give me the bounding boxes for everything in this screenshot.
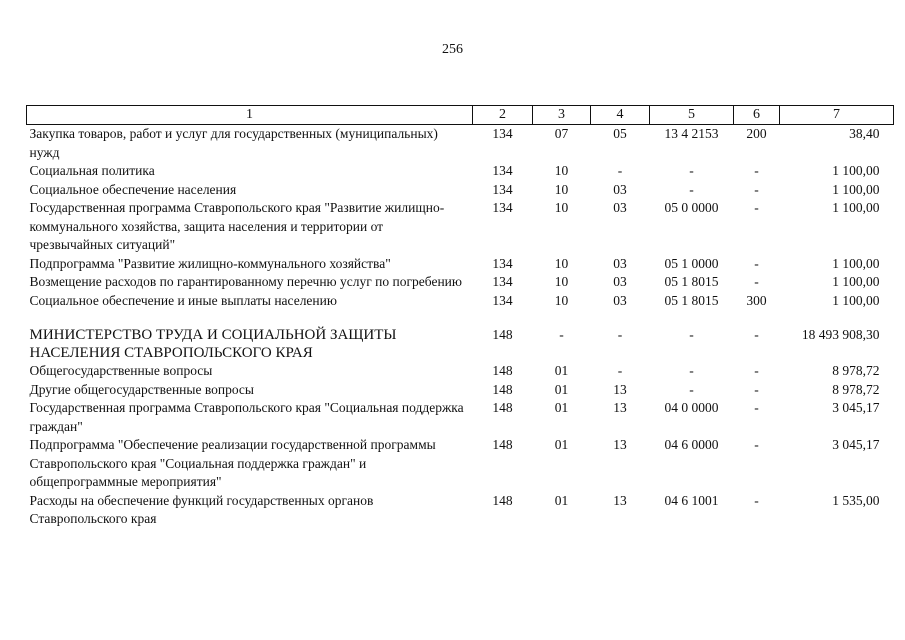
row-subsection-code: 03 — [613, 200, 627, 215]
table-row — [27, 399, 894, 436]
table-body — [27, 125, 894, 529]
row-amount: 8 978,72 — [832, 363, 880, 378]
row-name: Социальное обеспечение населения — [29, 181, 237, 197]
row-section-code: 01 — [554, 492, 569, 508]
table-row-ministry — [27, 326, 894, 362]
column-header-4: 4 — [591, 106, 650, 125]
row-amount: 1 100,00 — [832, 292, 880, 308]
table-row — [27, 381, 894, 400]
row-ministry-code: 134 — [492, 163, 513, 178]
row-amount: 1 100,00 — [832, 255, 880, 271]
row-expense-type-code: 200 — [746, 126, 767, 141]
row-name: Расходы на обеспечение функций государственных органов Ставропольского края — [29, 492, 374, 526]
row-target-code: - — [689, 163, 694, 178]
row-name: Социальная политика — [29, 163, 155, 178]
row-expense-type-code: - — [754, 255, 759, 271]
table-row — [27, 181, 894, 200]
row-target-code: 04 6 1001 — [664, 492, 719, 508]
column-header-7: 7 — [780, 106, 894, 125]
row-subsection-code: - — [617, 327, 623, 342]
table-row — [27, 436, 894, 492]
row-expense-type-code: - — [754, 363, 759, 378]
row-section-code: 01 — [554, 400, 569, 415]
row-name: Социальное обеспечение и иные выплаты населению — [29, 292, 337, 308]
row-subsection-code: - — [617, 363, 623, 378]
row-amount: 1 100,00 — [832, 200, 880, 215]
row-section-code: 10 — [554, 163, 569, 178]
row-section-code: 01 — [554, 437, 569, 452]
row-ministry-code: 148 — [492, 363, 513, 378]
row-name: Государственная программа Ставропольского края "Развитие жилищно-коммунального хозяйства, защита населения и территории от чрезвычайных ситуаций" — [29, 200, 445, 252]
row-target-code: 05 1 0000 — [664, 255, 719, 271]
row-amount: 8 978,72 — [832, 381, 880, 397]
row-subsection-code: 13 — [613, 381, 627, 397]
row-subsection-code: 13 — [613, 437, 627, 452]
table-row — [27, 362, 894, 381]
row-section-code: 10 — [554, 255, 569, 271]
row-expense-type-code: - — [754, 200, 759, 215]
row-name: Подпрограмма "Развитие жилищно-коммунального хозяйства" — [29, 255, 391, 271]
table-row — [27, 255, 894, 274]
row-name: Другие общегосударственные вопросы — [29, 381, 254, 397]
table-row — [27, 492, 894, 529]
row-target-code: 04 6 0000 — [664, 437, 719, 452]
row-ministry-code: 134 — [492, 274, 513, 289]
row-subsection-code: 13 — [613, 492, 627, 508]
row-amount: 1 100,00 — [832, 181, 880, 197]
row-ministry-code: 134 — [492, 255, 513, 271]
row-name: Возмещение расходов по гарантированному перечню услуг по погребению — [29, 274, 462, 289]
row-target-code: 05 1 8015 — [664, 274, 719, 289]
row-target-code: 13 4 2153 — [664, 126, 719, 141]
row-subsection-code: 03 — [613, 274, 627, 289]
row-ministry-code: 134 — [492, 181, 513, 197]
row-section-code: 10 — [554, 292, 569, 308]
row-amount: 3 045,17 — [832, 437, 880, 452]
row-expense-type-code: - — [754, 327, 759, 342]
row-subsection-code: 13 — [613, 400, 627, 415]
spacer-row — [27, 310, 894, 326]
row-subsection-code: 03 — [613, 181, 627, 197]
row-subsection-code: 03 — [613, 255, 627, 271]
row-ministry-code: 148 — [492, 437, 513, 452]
row-subsection-code: - — [617, 163, 623, 178]
row-expense-type-code: - — [754, 492, 759, 508]
row-expense-type-code: 300 — [746, 292, 767, 308]
row-name: Общегосударственные вопросы — [29, 363, 213, 378]
table-header — [27, 106, 894, 125]
table-row — [27, 273, 894, 292]
row-amount: 1 100,00 — [832, 163, 880, 178]
row-amount: 18 493 908,30 — [801, 327, 880, 342]
table-row — [27, 292, 894, 311]
row-target-code: 04 0 0000 — [664, 400, 719, 415]
row-expense-type-code: - — [754, 163, 759, 178]
page-number: 256 — [442, 42, 463, 57]
row-name: Закупка товаров, работ и услуг для государственных (муниципальных) нужд — [29, 126, 438, 160]
row-section-code: 01 — [554, 363, 569, 378]
row-amount: 3 045,17 — [832, 400, 880, 415]
column-header-6: 6 — [734, 106, 780, 125]
row-ministry-code: 148 — [492, 492, 513, 508]
row-subsection-code: 03 — [613, 292, 627, 308]
column-header-3: 3 — [533, 106, 591, 125]
row-expense-type-code: - — [754, 274, 759, 289]
row-expense-type-code: - — [754, 181, 759, 197]
table-row — [27, 199, 894, 255]
row-target-code: - — [689, 381, 694, 397]
row-section-code: 10 — [554, 274, 569, 289]
row-name: Государственная программа Ставропольского края "Социальная поддержка граждан" — [29, 400, 464, 434]
row-expense-type-code: - — [754, 437, 759, 452]
table-row — [27, 125, 894, 163]
row-amount: 1 100,00 — [832, 274, 880, 289]
column-header-1: 1 — [27, 106, 473, 125]
row-target-code: - — [689, 363, 694, 378]
row-ministry-code: 134 — [492, 126, 513, 141]
spacer-cell — [27, 310, 894, 326]
row-expense-type-code: - — [754, 381, 759, 397]
budget-table — [26, 105, 894, 529]
column-header-5: 5 — [650, 106, 734, 125]
row-amount: 1 535,00 — [832, 492, 880, 508]
row-target-code: 05 1 8015 — [664, 292, 719, 308]
row-ministry-code: 148 — [492, 400, 513, 415]
row-target-code: - — [689, 181, 694, 197]
column-header-2: 2 — [473, 106, 533, 125]
row-target-code: - — [689, 327, 694, 342]
row-section-code: 10 — [554, 181, 569, 197]
row-name: Подпрограмма "Обеспечение реализации государственной программы Ставропольского края "Социальная поддержка граждан" и общепрограммные мероприятия" — [29, 437, 436, 489]
row-section-code: 07 — [554, 126, 569, 141]
row-ministry-code: 134 — [492, 292, 513, 308]
row-section-code: 01 — [554, 381, 569, 397]
row-ministry-code: 134 — [492, 200, 513, 215]
row-section-code: - — [559, 327, 564, 342]
row-subsection-code: 05 — [613, 126, 627, 141]
row-amount: 38,40 — [849, 126, 880, 141]
table-row — [27, 162, 894, 181]
row-ministry-code: 148 — [492, 381, 513, 397]
row-ministry-code: 148 — [492, 327, 513, 342]
row-target-code: 05 0 0000 — [664, 200, 719, 215]
row-name: МИНИСТЕРСТВО ТРУДА И СОЦИАЛЬНОЙ ЗАЩИТЫ НАСЕЛЕНИЯ СТАВРОПОЛЬСКОГО КРАЯ — [29, 327, 397, 361]
row-section-code: 10 — [554, 200, 569, 215]
row-expense-type-code: - — [754, 400, 759, 415]
header-row — [27, 106, 894, 125]
